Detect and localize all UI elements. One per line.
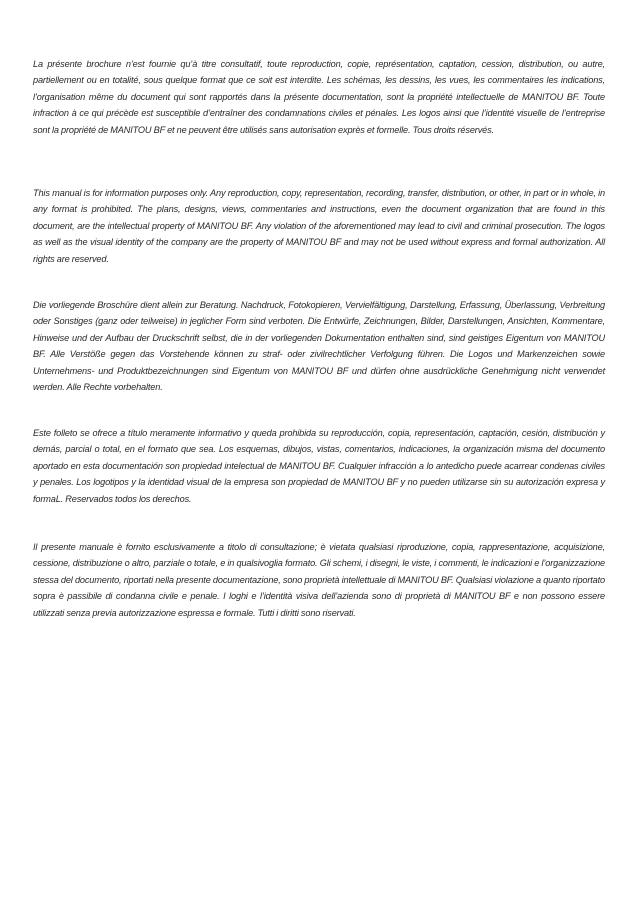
legal-notice-english: This manual is for information purposes only. Any reproduction, copy, representation, recording, transfer, distribution, or other, in part or in whole, in any format is prohibited. The plans, designs, views, commentaries and instructions, even the document organization that are found in this document, are the intellectual property of MANITOU BF. Any violation of the aforementioned may lead to civil and criminal prosecution. The logos as well as the visual identity of the company are the property of MANITOU BF and may not be used without express and formal authorization. All rights are reserved.	[33, 188, 605, 264]
legal-notice-italian: Il presente manuale è fornito esclusivamente a titolo di consultazione; è vietata qualsiasi riproduzione, copia, rappresentazione, acquisizione, cessione, distribuzione o altro, parziale o totale, e in qualsivoglia formato. Gli schemi, i disegni, le viste, i commenti, le indicazioni e l’organizzazione stessa del documento, riportati nella presente documentazione, sono proprietà intellettuale di MANITOU BF. Qualsiasi violazione a quanto riportato sopra è passibile di condanna civile e penale. I loghi e l’identità visiva dell’azienda sono di proprietà di MANITOU BF e non possono essere utilizzati senza previa autorizzazione espressa e formale. Tutti i diritti sono riservati.	[33, 542, 605, 618]
legal-notice-german: Die vorliegende Broschüre dient allein zur Beratung. Nachdruck, Fotokopieren, Vervielfältigung, Darstellung, Erfassung, Überlassung, Verbreitung oder Sonstiges (ganz oder teilweise) in jeglicher Form sind verboten. Die Entwürfe, Zeichnungen, Bilder, Darstellungen, Ansichten, Kommentare, Hinweise und der Aufbau der Druckschrift selbst, die in der vorliegenden Dokumentation enthalten sind, sind geistiges Eigentum von MANITOU BF. Alle Verstöße gegen das Vorstehende können zu straf- oder zivilrechtlicher Verfolgung führen. Die Logos und Markenzeichen sowie Unternehmens- und Produktbezeichnungen sind Eigentum von MANITOU BF und dürfen ohne ausdrückliche Genehmigung nicht verwendet werden. Alle Rechte vorbehalten.	[33, 300, 605, 393]
legal-notice-french: La présente brochure n’est fournie qu’à titre consultatif, toute reproduction, copie, représentation, captation, cession, distribution, ou autre, partiellement ou en totalité, sous quelque format que ce soit est interdite. Les schémas, les dessins, les vues, les commentaires les indications, l’organisation même du document qui sont rapportés dans la présente documentation, sont la propriété intellectuelle de MANITOU BF. Toute infraction à ce qui précède est susceptible d’entraîner des condamnations civiles et pénales. Les logos ainsi que l’identité visuelle de l’entreprise sont la propriété de MANITOU BF et ne peuvent être utilisés sans autorisation exprès et formelle. Tous droits réservés.	[33, 59, 605, 135]
legal-notice-spanish: Este folleto se ofrece a título meramente informativo y queda prohibida su reproducción, copia, representación, captación, cesión, distribución y demás, parcial o total, en el formato que sea. Los esquemas, dibujos, vistas, comentarios, indicaciones, la organización misma del documento aportado en esta documentación son propiedad intelectual de MANITOU BF. Cualquier infracción a lo antedicho puede acarrear condenas civiles y penales. Los logotipos y la identidad visual de la empresa son propiedad de MANITOU BF y no pueden utilizarse sin su autorización expresa y formaL. Reservados todos los derechos.	[33, 428, 605, 504]
